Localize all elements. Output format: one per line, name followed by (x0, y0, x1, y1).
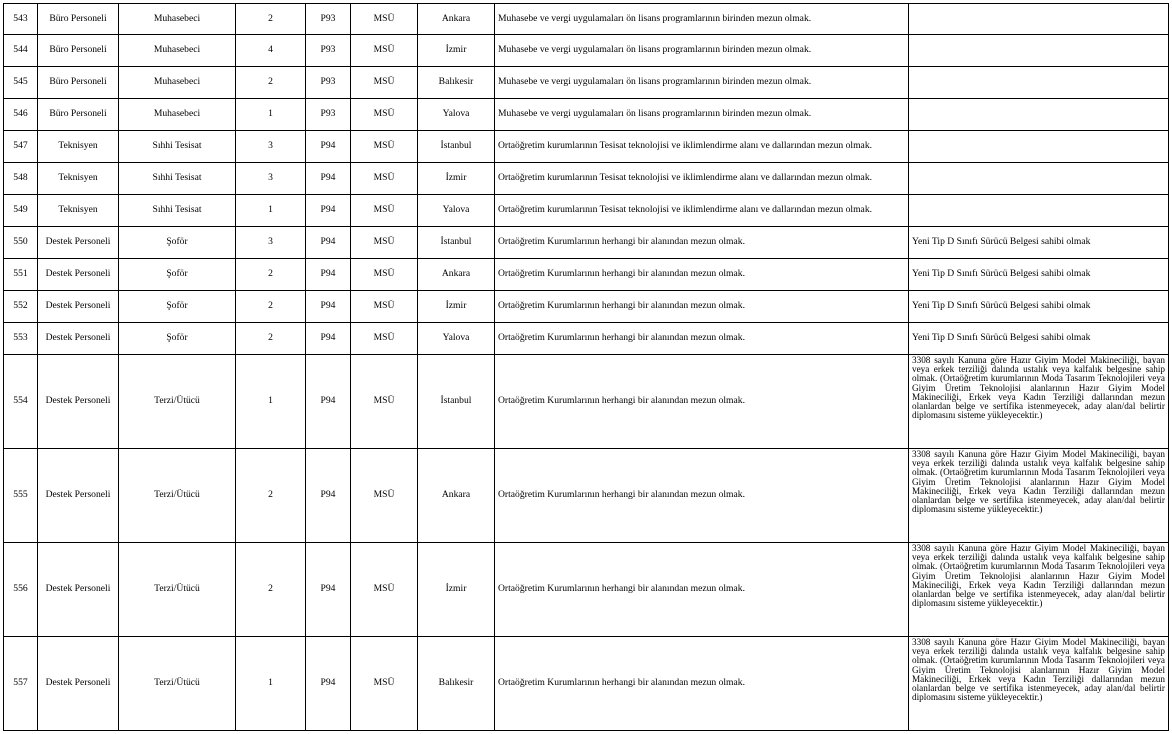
city: Ankara (418, 449, 495, 543)
table-row (4, 291, 1169, 323)
row-number: 552 (4, 291, 38, 323)
education-requirement: Ortaöğretim kurumlarının Tesisat teknolojisi ve iklimlendirme alanı ve dallarından mezun olmak. (495, 195, 909, 227)
table-row (4, 35, 1169, 67)
institution-unit: MSÜ (351, 259, 418, 291)
institution-unit: MSÜ (351, 35, 418, 67)
additional-requirement (909, 4, 1169, 35)
education-requirement: Muhasebe ve vergi uygulamaları ön lisans programlarının birinden mezun olmak. (495, 35, 909, 67)
education-requirement: Ortaöğretim Kurumlarının herhangi bir alanından mezun olmak. (495, 637, 909, 731)
job-title: Muhasebeci (119, 4, 236, 35)
city: Yalova (418, 99, 495, 131)
job-title: Sıhhi Tesisat (119, 131, 236, 163)
position-count: 3 (236, 163, 306, 195)
kpss-score-type: P93 (306, 35, 351, 67)
education-requirement: Ortaöğretim Kurumlarının herhangi bir alanından mezun olmak. (495, 227, 909, 259)
institution-unit: MSÜ (351, 637, 418, 731)
position-count: 3 (236, 131, 306, 163)
position-count: 1 (236, 99, 306, 131)
job-title: Şoför (119, 323, 236, 355)
row-number: 546 (4, 99, 38, 131)
position-count: 4 (236, 35, 306, 67)
job-title: Terzi/Ütücü (119, 543, 236, 637)
education-requirement: Muhasebe ve vergi uygulamaları ön lisans programlarının birinden mezun olmak. (495, 4, 909, 35)
additional-requirement: 3308 sayılı Kanuna göre Hazır Giyim Model Makineciliği, bayan veya erkek terziliği dalında ustalık veya kalfalık belgesine sahip olmak. (Ortaöğretim kurumlarının Moda Tasarım Teknolojileri veya Giyim Üretim Teknolojisi alanlarının Hazır Giyim Model Makineciliği, Erkek veya Kadın Terziliği dallarından mezun olanlardan belge ve sertifika istenmeyecek, aday alan/dal belirtir diplomasını sisteme yükleyecektir.) (909, 543, 1169, 637)
row-number: 545 (4, 67, 38, 99)
kpss-score-type: P93 (306, 67, 351, 99)
table-row (4, 131, 1169, 163)
table-row (4, 67, 1169, 99)
staff-group: Destek Personeli (38, 355, 119, 449)
table-row (4, 637, 1169, 731)
position-count: 1 (236, 195, 306, 227)
position-count: 1 (236, 637, 306, 731)
city: Ankara (418, 259, 495, 291)
city: İzmir (418, 35, 495, 67)
kpss-score-type: P94 (306, 259, 351, 291)
table-row (4, 163, 1169, 195)
job-title: Şoför (119, 291, 236, 323)
staff-group: Destek Personeli (38, 543, 119, 637)
job-title: Şoför (119, 259, 236, 291)
position-count: 2 (236, 291, 306, 323)
row-number: 554 (4, 355, 38, 449)
institution-unit: MSÜ (351, 323, 418, 355)
kpss-score-type: P94 (306, 323, 351, 355)
job-title: Terzi/Ütücü (119, 355, 236, 449)
education-requirement: Ortaöğretim Kurumlarının herhangi bir alanından mezun olmak. (495, 355, 909, 449)
city: İzmir (418, 291, 495, 323)
additional-requirement: Yeni Tip D Sınıfı Sürücü Belgesi sahibi olmak (909, 259, 1169, 291)
additional-requirement (909, 35, 1169, 67)
table-row (4, 259, 1169, 291)
institution-unit: MSÜ (351, 67, 418, 99)
staff-group: Destek Personeli (38, 323, 119, 355)
staff-group: Destek Personeli (38, 449, 119, 543)
additional-requirement (909, 99, 1169, 131)
staff-group: Destek Personeli (38, 259, 119, 291)
job-title: Muhasebeci (119, 35, 236, 67)
position-count: 2 (236, 323, 306, 355)
city: Yalova (418, 195, 495, 227)
institution-unit: MSÜ (351, 131, 418, 163)
city: Balıkesir (418, 637, 495, 731)
city: İzmir (418, 163, 495, 195)
education-requirement: Muhasebe ve vergi uygulamaları ön lisans programlarının birinden mezun olmak. (495, 99, 909, 131)
institution-unit: MSÜ (351, 163, 418, 195)
city: Yalova (418, 323, 495, 355)
staff-group: Büro Personeli (38, 99, 119, 131)
position-count: 2 (236, 259, 306, 291)
additional-requirement (909, 163, 1169, 195)
institution-unit: MSÜ (351, 355, 418, 449)
staff-group: Büro Personeli (38, 4, 119, 35)
additional-requirement: Yeni Tip D Sınıfı Sürücü Belgesi sahibi olmak (909, 291, 1169, 323)
row-number: 548 (4, 163, 38, 195)
table-row (4, 99, 1169, 131)
kpss-score-type: P94 (306, 291, 351, 323)
kpss-score-type: P94 (306, 543, 351, 637)
kpss-score-type: P93 (306, 99, 351, 131)
position-count: 1 (236, 355, 306, 449)
additional-requirement (909, 131, 1169, 163)
row-number: 550 (4, 227, 38, 259)
institution-unit: MSÜ (351, 99, 418, 131)
city: Ankara (418, 4, 495, 35)
institution-unit: MSÜ (351, 4, 418, 35)
position-count: 2 (236, 449, 306, 543)
staff-group: Büro Personeli (38, 35, 119, 67)
job-title: Muhasebeci (119, 67, 236, 99)
city: İstanbul (418, 131, 495, 163)
row-number: 544 (4, 35, 38, 67)
staff-group: Büro Personeli (38, 67, 119, 99)
job-title: Sıhhi Tesisat (119, 163, 236, 195)
kpss-score-type: P94 (306, 195, 351, 227)
institution-unit: MSÜ (351, 543, 418, 637)
city: Balıkesir (418, 67, 495, 99)
education-requirement: Ortaöğretim kurumlarının Tesisat teknolojisi ve iklimlendirme alanı ve dallarından mezun olmak. (495, 131, 909, 163)
table-row (4, 195, 1169, 227)
table-row (4, 4, 1169, 35)
institution-unit: MSÜ (351, 449, 418, 543)
position-count: 2 (236, 67, 306, 99)
additional-requirement (909, 67, 1169, 99)
institution-unit: MSÜ (351, 195, 418, 227)
job-title: Şoför (119, 227, 236, 259)
additional-requirement (909, 195, 1169, 227)
staff-group: Teknisyen (38, 163, 119, 195)
row-number: 551 (4, 259, 38, 291)
position-count: 2 (236, 543, 306, 637)
education-requirement: Ortaöğretim Kurumlarının herhangi bir alanından mezun olmak. (495, 259, 909, 291)
institution-unit: MSÜ (351, 227, 418, 259)
row-number: 543 (4, 4, 38, 35)
table-row (4, 323, 1169, 355)
kpss-score-type: P93 (306, 4, 351, 35)
kpss-score-type: P94 (306, 355, 351, 449)
row-number: 555 (4, 449, 38, 543)
city: İstanbul (418, 355, 495, 449)
education-requirement: Ortaöğretim kurumlarının Tesisat teknolojisi ve iklimlendirme alanı ve dallarından mezun olmak. (495, 163, 909, 195)
city: İstanbul (418, 227, 495, 259)
row-number: 556 (4, 543, 38, 637)
institution-unit: MSÜ (351, 291, 418, 323)
job-title: Terzi/Ütücü (119, 637, 236, 731)
table-row (4, 227, 1169, 259)
city: İzmir (418, 543, 495, 637)
education-requirement: Muhasebe ve vergi uygulamaları ön lisans programlarının birinden mezun olmak. (495, 67, 909, 99)
additional-requirement: Yeni Tip D Sınıfı Sürücü Belgesi sahibi olmak (909, 323, 1169, 355)
table-body (4, 4, 1169, 731)
education-requirement: Ortaöğretim Kurumlarının herhangi bir alanından mezun olmak. (495, 449, 909, 543)
kpss-score-type: P94 (306, 449, 351, 543)
row-number: 557 (4, 637, 38, 731)
kpss-score-type: P94 (306, 131, 351, 163)
table-row (4, 355, 1169, 449)
row-number: 547 (4, 131, 38, 163)
position-count: 3 (236, 227, 306, 259)
additional-requirement: Yeni Tip D Sınıfı Sürücü Belgesi sahibi olmak (909, 227, 1169, 259)
table-row (4, 449, 1169, 543)
table-row (4, 543, 1169, 637)
staff-group: Destek Personeli (38, 291, 119, 323)
job-title: Terzi/Ütücü (119, 449, 236, 543)
position-table (3, 3, 1169, 731)
row-number: 553 (4, 323, 38, 355)
staff-group: Destek Personeli (38, 637, 119, 731)
staff-group: Teknisyen (38, 195, 119, 227)
staff-group: Destek Personeli (38, 227, 119, 259)
kpss-score-type: P94 (306, 163, 351, 195)
additional-requirement: 3308 sayılı Kanuna göre Hazır Giyim Model Makineciliği, bayan veya erkek terziliği dalında ustalık veya kalfalık belgesine sahip olmak. (Ortaöğretim kurumlarının Moda Tasarım Teknolojileri veya Giyim Üretim Teknolojisi alanlarının Hazır Giyim Model Makineciliği, Erkek veya Kadın Terziliği dallarından mezun olanlardan belge ve sertifika istenmeyecek, aday alan/dal belirtir diplomasını sisteme yükleyecektir.) (909, 449, 1169, 543)
education-requirement: Ortaöğretim Kurumlarının herhangi bir alanından mezun olmak. (495, 291, 909, 323)
education-requirement: Ortaöğretim Kurumlarının herhangi bir alanından mezun olmak. (495, 323, 909, 355)
staff-group: Teknisyen (38, 131, 119, 163)
row-number: 549 (4, 195, 38, 227)
job-title: Sıhhi Tesisat (119, 195, 236, 227)
additional-requirement: 3308 sayılı Kanuna göre Hazır Giyim Model Makineciliği, bayan veya erkek terziliği dalında ustalık veya kalfalık belgesine sahip olmak. (Ortaöğretim kurumlarının Moda Tasarım Teknolojileri veya Giyim Üretim Teknolojisi alanlarının Hazır Giyim Model Makineciliği, Erkek veya Kadın Terziliği dallarından mezun olanlardan belge ve sertifika istenmeyecek, aday alan/dal belirtir diplomasını sisteme yükleyecektir.) (909, 637, 1169, 731)
additional-requirement: 3308 sayılı Kanuna göre Hazır Giyim Model Makineciliği, bayan veya erkek terziliği dalında ustalık veya kalfalık belgesine sahip olmak. (Ortaöğretim kurumlarının Moda Tasarım Teknolojileri veya Giyim Üretim Teknolojisi alanlarının Hazır Giyim Model Makineciliği, Erkek veya Kadın Terziliği dallarından mezun olanlardan belge ve sertifika istenmeyecek, aday alan/dal belirtir diplomasını sisteme yükleyecektir.) (909, 355, 1169, 449)
kpss-score-type: P94 (306, 227, 351, 259)
position-count: 2 (236, 4, 306, 35)
education-requirement: Ortaöğretim Kurumlarının herhangi bir alanından mezun olmak. (495, 543, 909, 637)
kpss-score-type: P94 (306, 637, 351, 731)
job-title: Muhasebeci (119, 99, 236, 131)
